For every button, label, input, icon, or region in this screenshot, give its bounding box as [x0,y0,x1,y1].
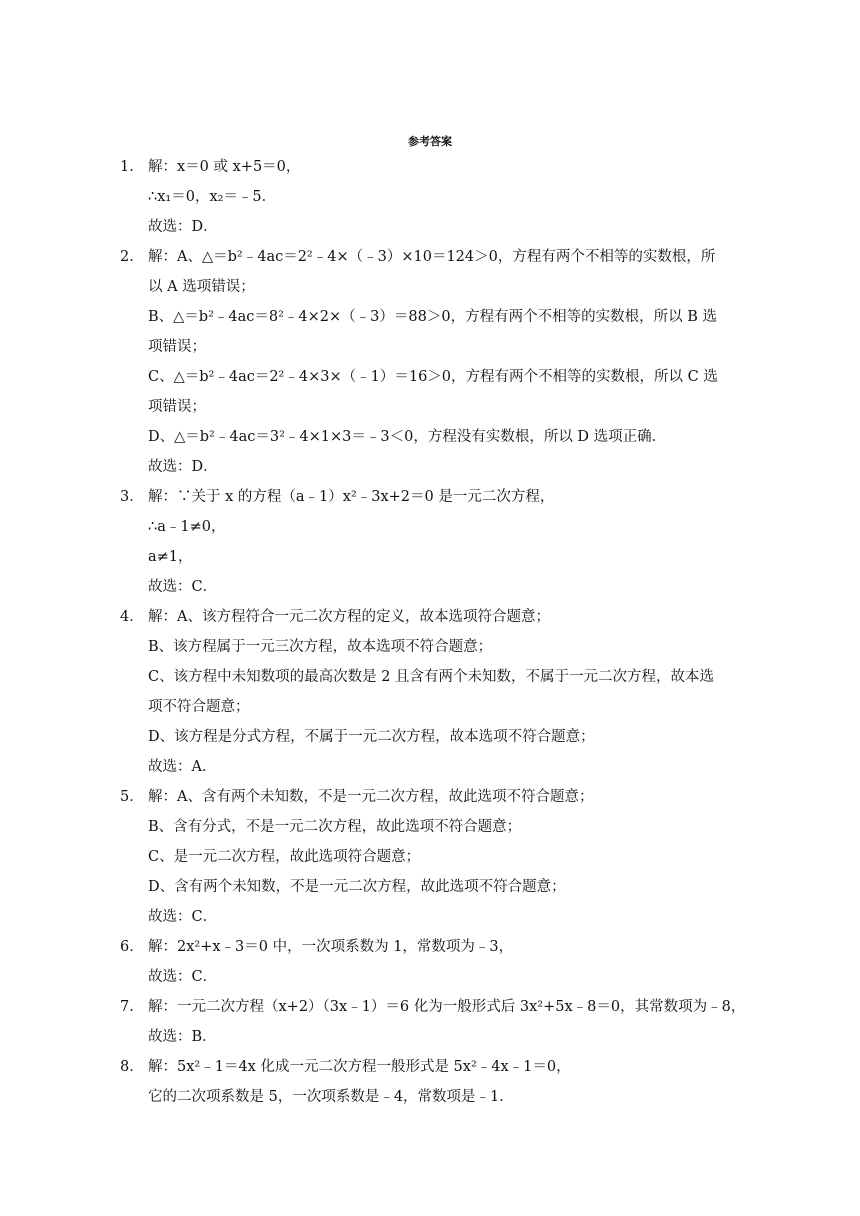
answer-line: B、该方程属于一元三次方程，故本选项不符合题意； [148,639,493,655]
question-number: 2． [120,249,144,265]
question-number: 5． [120,789,144,805]
answer-line: D、含有两个未知数，不是一元二次方程，故此选项不符合题意； [148,879,566,895]
question-number: 8． [120,1059,144,1075]
answer-line: 项错误； [148,399,206,415]
question-number: 7． [120,999,144,1015]
answer-line: 故选：C． [148,909,218,925]
answer-line: C、该方程中未知数项的最高次数是 2 且含有两个未知数，不属于一元二次方程，故本选 [148,669,715,685]
answer-line: 故选：A． [148,759,217,775]
answer-line: 解：A、△＝b²﹣4ac＝2²﹣4×（﹣3）×10＝124＞0，方程有两个不相等的实数根，所 [148,249,716,265]
answer-line: 解：2x²+x﹣3＝0 中，一次项系数为 1，常数项为﹣3， [148,939,514,955]
answer-line: B、△＝b²﹣4ac＝8²﹣4×2×（﹣3）＝88＞0，方程有两个不相等的实数根，所以 B 选 [148,309,717,325]
answer-line: 故选：B． [148,1029,217,1045]
answer-line: 故选：D． [148,459,218,475]
question-number: 6． [120,939,144,955]
answer-line: 故选：D． [148,219,218,235]
answer-line: 解：A、该方程符合一元二次方程的定义，故本选项符合题意； [148,609,550,625]
answer-line: 它的二次项系数是 5，一次项系数是﹣4，常数项是﹣1． [148,1089,514,1105]
answer-line: 项不符合题意； [148,699,250,715]
answer-line: ∴a﹣1≠0， [148,519,226,535]
answer-line: 解：5x²﹣1＝4x 化成一元二次方程一般形式是 5x²﹣4x﹣1＝0， [148,1059,571,1075]
answer-line: 解：∵关于 x 的方程（a﹣1）x²﹣3x+2＝0 是一元二次方程， [148,489,555,505]
answer-line: C、是一元二次方程，故此选项符合题意； [148,849,421,865]
answer-line: C、△＝b²﹣4ac＝2²﹣4×3×（﹣1）＝16＞0，方程有两个不相等的实数根，所以 C 选 [148,369,718,385]
question-number: 4． [120,609,144,625]
answer-line: 解：一元二次方程（x+2）（3x﹣1）＝6 化为一般形式后 3x²+5x﹣8＝0，其常数项为﹣8， [148,999,746,1015]
answer-line: 解：x＝0 或 x+5＝0， [148,159,301,175]
answer-line: B、含有分式，不是一元二次方程，故此选项不符合题意； [148,819,522,835]
answer-line: 故选：C． [148,969,218,985]
answer-line: D、△＝b²﹣4ac＝3²﹣4×1×3＝﹣3＜0，方程没有实数根，所以 D 选项正确． [148,429,667,445]
answer-line: D、该方程是分式方程，不属于一元二次方程，故本选项不符合题意； [148,729,595,745]
answer-line: 以 A 选项错误； [148,279,255,295]
page-title: 参考答案 [408,135,452,148]
question-number: 3． [120,489,144,505]
answer-line: 故选：C． [148,579,218,595]
question-number: 1． [120,159,144,175]
answer-line: ∴x₁＝0，x₂＝﹣5． [148,189,277,205]
answer-line: 解：A、含有两个未知数，不是一元二次方程，故此选项不符合题意； [148,789,594,805]
answer-line: a≠1， [148,549,193,565]
answer-line: 项错误； [148,339,206,355]
